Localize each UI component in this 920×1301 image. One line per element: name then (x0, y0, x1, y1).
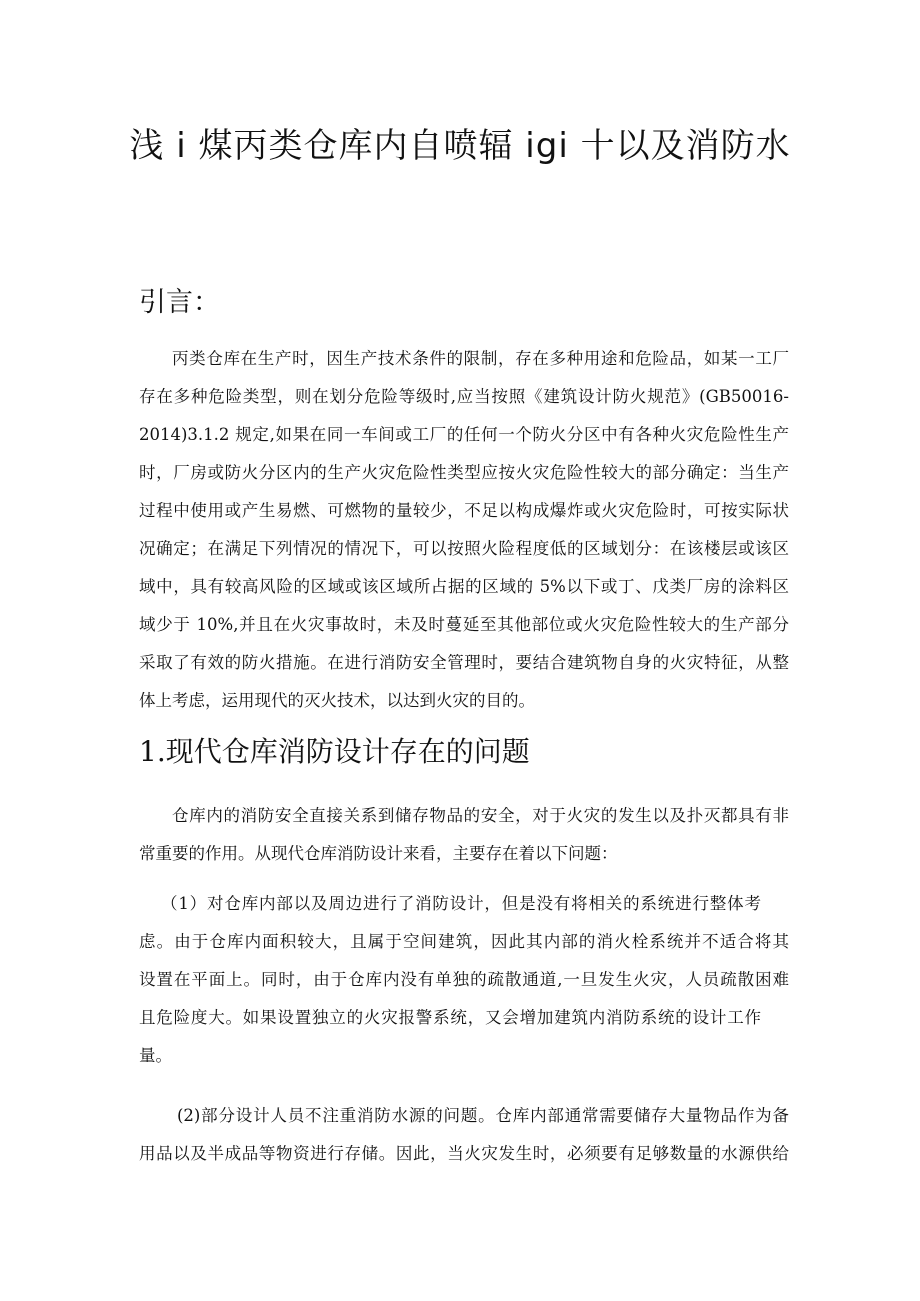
paragraph-line: (2)部分设计人员不注重消防水源的问题。仓库内部通常需要储存大量物品作为备 (177, 1106, 789, 1125)
paragraph-line: （1）对仓库内部以及周边进行了消防设计，但是没有将相关的系统进行整体考 (161, 894, 761, 913)
document-title: 浅 i 煤丙类仓库内自喷辐 igi 十以及消防水 (129, 126, 791, 166)
paragraph-line: 常重要的作用。从现代仓库消防设计来看，主要存在着以下问题： (139, 844, 618, 863)
section-heading: 1.现代仓库消防设计存在的问题 (139, 735, 530, 768)
paragraph-line: 体上考虑，运用现代的灭火技术，以达到火灾的目的。 (139, 691, 535, 710)
paragraph-line: 2014)3.1.2 规定,如果在同一车间或工厂的任何一个防火分区中有各种火灾危险性生产 (139, 425, 789, 444)
paragraph-line: 时，厂房或防火分区内的生产火灾危险性类型应按火灾危险性较大的部分确定：当生产 (139, 463, 789, 482)
intro-heading: 引言： (139, 287, 220, 318)
paragraph-line: 仓库内的消防安全直接关系到储存物品的安全，对于火灾的发生以及扑灭都具有非 (172, 806, 789, 825)
paragraph-line: 用品以及半成品等物资进行存储。因此，当火灾发生时，必须要有足够数量的水源供给 (139, 1144, 789, 1163)
paragraph-line: 丙类仓库在生产时，因生产技术条件的限制，存在多种用途和危险品，如某一工厂 (172, 349, 789, 368)
paragraph-line: 域中，具有较高风险的区域或该区域所占据的区域的 5%以下或丁、戊类厂房的涂料区 (139, 577, 789, 596)
intro-paragraph (139, 340, 789, 720)
list-item-2 (139, 1097, 789, 1173)
paragraph-line: 况确定；在满足下列情况的情况下，可以按照火险程度低的区域划分：在该楼层或该区 (139, 539, 789, 558)
paragraph-line: 过程中使用或产生易燃、可燃物的量较少，不足以构成爆炸或火灾危险时，可按实际状 (139, 501, 789, 520)
paragraph-line: 存在多种危险类型，则在划分危险等级时,应当按照《建筑设计防火规范》(GB50016- (139, 387, 789, 406)
paragraph-line: 设置在平面上。同时，由于仓库内没有单独的疏散通道,一旦发生火灾，人员疏散困难 (139, 970, 789, 989)
paragraph-line: 虑。由于仓库内面积较大，且属于空间建筑，因此其内部的消火栓系统并不适合将其 (139, 932, 789, 951)
paragraph-line: 采取了有效的防火措施。在进行消防安全管理时，要结合建筑物自身的火灾特征，从整 (139, 653, 789, 672)
section-paragraph (139, 797, 789, 873)
paragraph-line: 量。 (139, 1046, 172, 1065)
paragraph-line: 且危险度大。如果设置独立的火灾报警系统，又会增加建筑内消防系统的设计工作 (139, 1008, 761, 1027)
paragraph-line: 域少于 10%,并且在火灾事故时，未及时蔓延至其他部位或火灾危险性较大的生产部分 (139, 615, 789, 634)
list-item-1 (139, 885, 789, 1075)
